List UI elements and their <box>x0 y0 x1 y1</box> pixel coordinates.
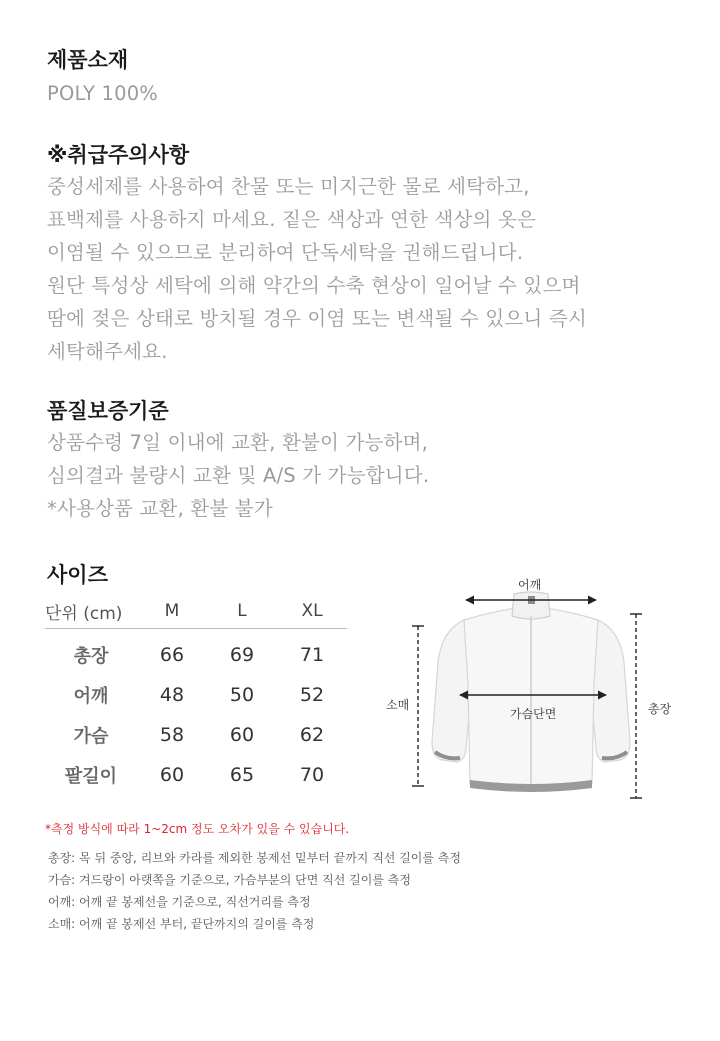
measure-note-line: 가슴: 겨드랑이 아랫쪽을 기준으로, 가슴부분의 단면 직선 길이를 측정 <box>48 873 411 887</box>
material-section <box>47 45 158 110</box>
table-row <box>45 629 347 676</box>
measure-note-line: 소매: 어깨 끝 봉제선 부터, 끝단까지의 길이를 측정 <box>48 917 315 931</box>
table-cell: 65 <box>229 764 255 786</box>
care-line: 이염될 수 있으므로 분리하여 단독세탁을 권해드립니다. <box>47 241 524 264</box>
table-cell: 50 <box>229 684 255 706</box>
quality-line: 상품수령 7일 이내에 교환, 환불이 가능하며, <box>47 431 429 454</box>
sleeve-label: 소매 <box>386 698 410 712</box>
size-table <box>45 594 347 795</box>
table-row <box>45 755 347 795</box>
size-column-m: M <box>137 594 207 629</box>
size-column-l: L <box>207 594 277 629</box>
shoulder-label: 어깨 <box>518 578 542 592</box>
row-label: 어깨 <box>73 686 109 707</box>
row-label: 팔길이 <box>64 766 118 787</box>
measurement-notes <box>48 847 461 935</box>
size-title: 사이즈 <box>47 563 108 587</box>
table-cell: 48 <box>159 684 185 706</box>
unit-label: 단위 (cm) <box>45 594 137 629</box>
care-line: 땀에 젖은 상태로 방치될 경우 이염 또는 변색될 수 있으니 즉시 <box>47 307 587 330</box>
quality-section <box>47 396 429 525</box>
row-label: 총장 <box>73 646 109 667</box>
care-line: 표백제를 사용하지 마세요. 짙은 색상과 연한 색상의 옷은 <box>47 208 537 231</box>
quality-title: 품질보증기준 <box>47 399 169 423</box>
quality-line: 심의결과 불량시 교환 및 A/S 가 가능합니다. <box>47 464 430 487</box>
measurement-diagram <box>380 572 710 812</box>
table-cell: 62 <box>299 724 325 746</box>
length-label: 총장 <box>648 702 672 716</box>
row-label: 가슴 <box>73 726 109 747</box>
table-cell: 69 <box>229 644 255 666</box>
measurement-error-note: *측정 방식에 따라 1~2cm 정도 오차가 있을 수 있습니다. <box>45 822 350 836</box>
jacket-shape <box>432 592 630 792</box>
table-cell: 70 <box>299 764 325 786</box>
jacket-illustration <box>380 572 710 812</box>
care-line: 세탁해주세요. <box>47 340 168 363</box>
measure-note-line: 총장: 목 뒤 중앙, 리브와 카라를 제외한 봉제선 밑부터 끝까지 직선 길이를 측정 <box>48 851 461 865</box>
measure-note-line: 어깨: 어깨 끝 봉제선을 기준으로, 직선거리를 측정 <box>48 895 311 909</box>
care-title: ※취급주의사항 <box>47 143 190 167</box>
table-row <box>45 675 347 715</box>
chest-label: 가슴단면 <box>510 707 557 721</box>
size-column-xl: XL <box>277 594 347 629</box>
care-section <box>47 140 587 368</box>
table-cell: 71 <box>299 644 325 666</box>
table-cell: 60 <box>159 764 185 786</box>
table-cell: 58 <box>159 724 185 746</box>
table-cell: 52 <box>299 684 325 706</box>
quality-line: *사용상품 교환, 환불 불가 <box>47 497 273 520</box>
table-cell: 66 <box>159 644 185 666</box>
care-line: 중성세제를 사용하여 찬물 또는 미지근한 물로 세탁하고, <box>47 175 530 198</box>
material-value: POLY 100% <box>47 82 159 105</box>
size-table-header <box>45 594 347 629</box>
table-cell: 60 <box>229 724 255 746</box>
care-line: 원단 특성상 세탁에 의해 약간의 수축 현상이 일어날 수 있으며 <box>47 274 581 297</box>
material-title: 제품소재 <box>47 48 129 72</box>
table-row <box>45 715 347 755</box>
